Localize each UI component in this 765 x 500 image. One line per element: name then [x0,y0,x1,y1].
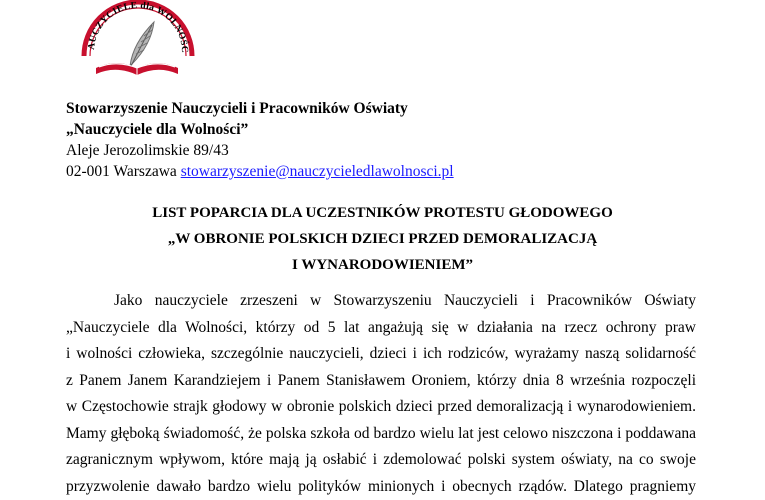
body-line: Jako nauczyciele zrzeszeni w Stowarzyszeniu Nauczycieli i Pracowników Oświaty [114,292,696,309]
body-line: przyzwolenie dawało bardzo wielu polityków minionych i obecnych rządów. Dlatego pragniemy [66,477,696,495]
logo-arc-textpath: AUCZYCIELE dla WOLNOŚC [86,0,190,54]
address-street: Aleje Jerozolimskie 89/43 [66,142,229,159]
organization-subtitle: „Nauczyciele dla Wolności” [66,121,249,138]
address-city: 02-001 Warszawa [66,163,177,180]
document-title [0,200,765,278]
organization-name: Stowarzyszenie Nauczycieli i Pracowników Oświaty [66,100,408,117]
letter-body [66,288,696,500]
organization-logo [74,0,200,90]
body-line: i wolności człowieka, szczególnie nauczycieli, dzieci i ich rodziców, wyrażamy naszą solidarność [66,345,696,362]
title-line-1: LIST POPARCIA DLA UCZESTNIKÓW PROTESTU GŁODOWEGO [152,205,613,221]
email-link[interactable]: stowarzyszenie@nauczycieledlawolnosci.pl [180,163,454,180]
body-line: zagranicznym wpływom, które mają ją osłabić i zdemolować polski system oświaty, na co swoje [66,451,696,468]
body-line: „Nauczyciele dla Wolności, którzy od 5 lat angażują się w działania na rzecz ochrony praw [66,318,696,336]
book-icon [96,63,178,75]
title-line-2: „W OBRONIE POLSKICH DZIECI PRZED DEMORALIZACJĄ [167,231,598,247]
logo-emblem [74,0,200,90]
organization-header [66,98,454,182]
body-line: Mamy głęboką świadomość, że polska szkoła od bardzo wielu lat jest celowo niszczona i poddawana [66,424,696,442]
title-line-3: I WYNARODOWIENIEM” [292,257,473,273]
body-line: w Częstochowie strajk głodowy w obronie polskich dzieci przed demoralizacją i wynarodowieniem. [66,398,696,415]
feather-icon [130,22,154,66]
body-line: z Panem Janem Karandziejem i Panem Stanisławem Oroniem, którzy dnia 8 września rozpoczęli [66,371,696,389]
address-line [66,161,454,182]
